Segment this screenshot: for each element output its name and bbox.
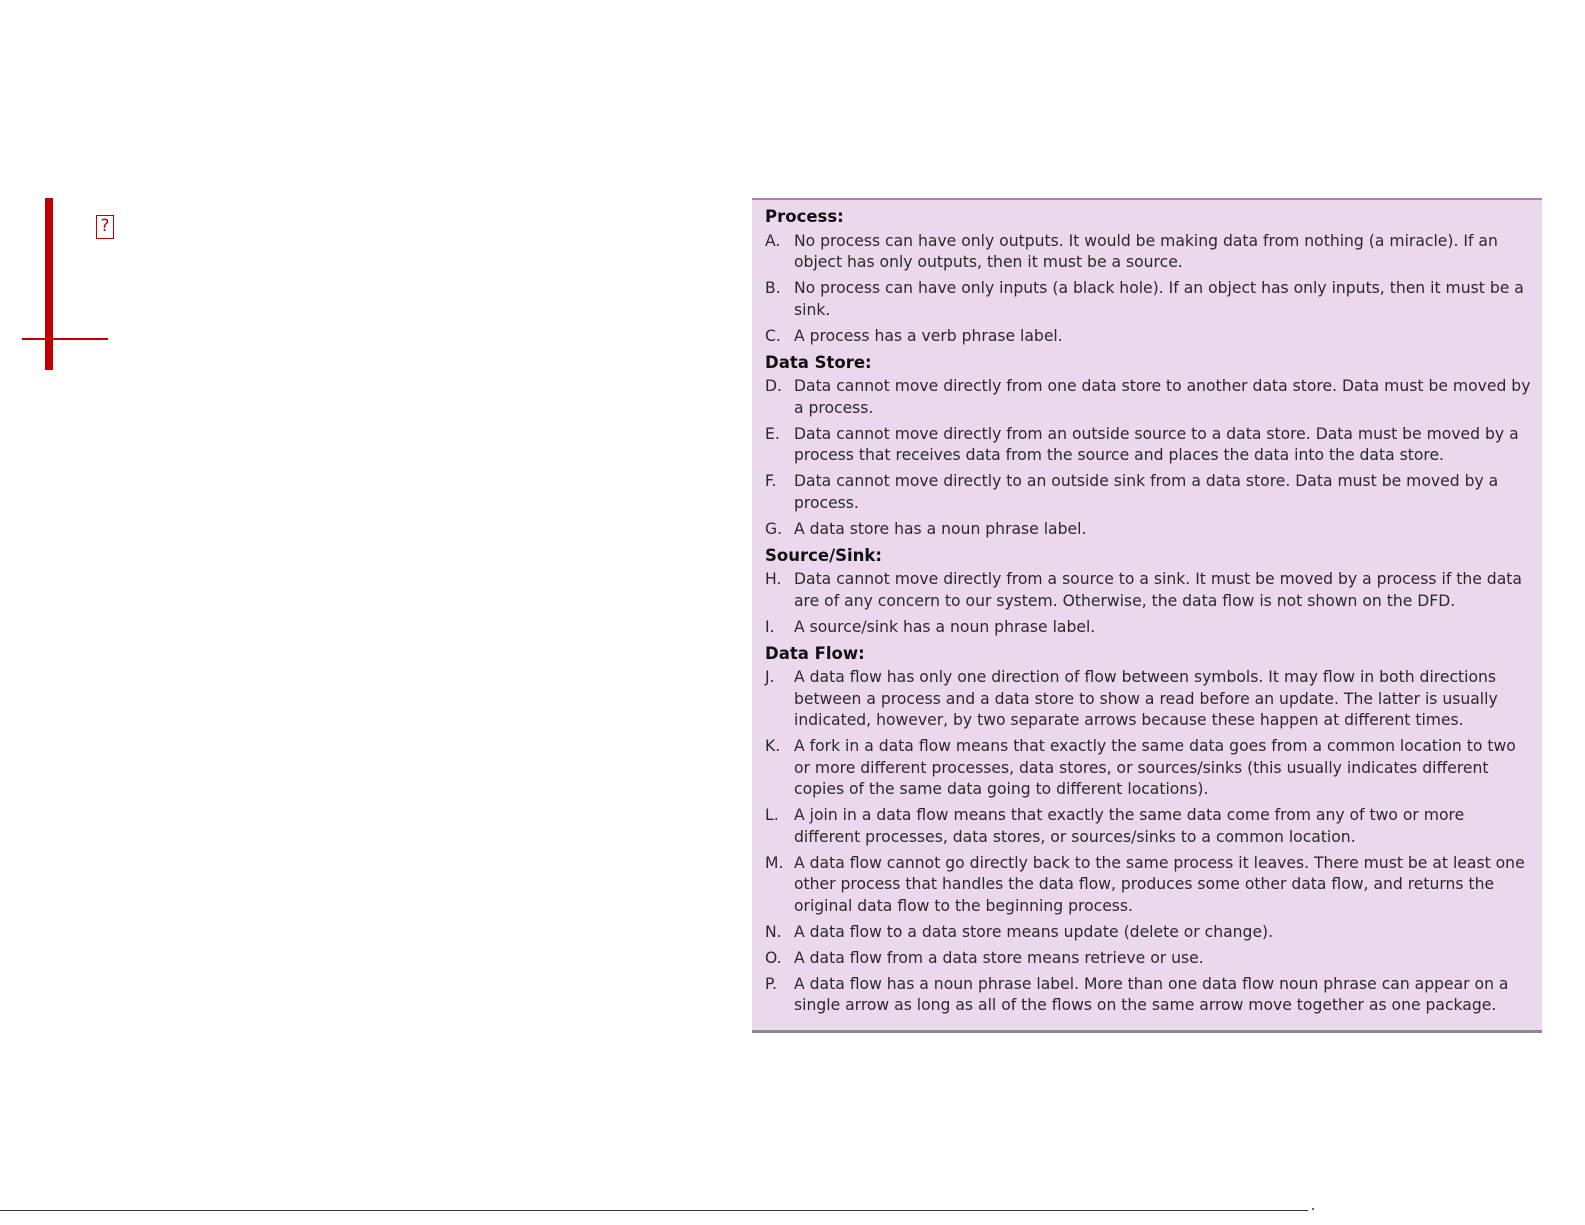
rule-item: [765, 853, 1532, 918]
rule-letter: M.: [765, 853, 784, 872]
rule-letter: C.: [765, 326, 781, 345]
rule-text: A data flow has a noun phrase label. More than one data flow noun phrase can appear on a single arrow as long as all of the flows on the same arrow move together as one package.: [794, 974, 1509, 1014]
rule-item: [765, 231, 1532, 274]
rule-item: [765, 974, 1532, 1017]
rule-text: A process has a verb phrase label.: [794, 326, 1063, 345]
rule-text: A source/sink has a noun phrase label.: [794, 617, 1096, 636]
rule-text: Data cannot move directly from an outside source to a data store. Data must be moved by a process that receives data from the source and places the data into the data store.: [794, 424, 1519, 464]
section-source-sink: [765, 545, 1532, 639]
rule-letter: N.: [765, 922, 782, 941]
rule-letter: H.: [765, 570, 782, 588]
rule-letter: A.: [765, 231, 781, 250]
section-title: Data Store:: [765, 352, 872, 372]
rule-text: No process can have only inputs (a black hole). If an object has only inputs, then it must be a sink.: [794, 279, 1524, 319]
section-title: Data Flow:: [765, 643, 865, 663]
rule-item: [765, 667, 1532, 732]
rule-letter: P.: [765, 974, 777, 993]
rule-item: [765, 519, 1532, 541]
rule-letter: J.: [765, 668, 775, 686]
accent-horizontal-rule: [22, 338, 108, 340]
rule-letter: D.: [765, 377, 782, 395]
rule-text: A data flow cannot go directly back to the same process it leaves. There must be at least one other process that handles the data flow, produces some other data flow, and returns the original data flow to the beginning process.: [794, 853, 1525, 915]
section-data-store: [765, 352, 1532, 541]
rule-item: [765, 326, 1532, 348]
rule-letter: E.: [765, 424, 780, 443]
section-process: [765, 206, 1532, 347]
rule-letter: K.: [765, 737, 781, 755]
rule-item: [765, 736, 1532, 801]
rule-item: [765, 278, 1532, 321]
rule-item: [765, 948, 1532, 970]
rule-item: [765, 424, 1532, 467]
rule-text: A join in a data flow means that exactly the same data come from any of two or more different processes, data stores, or sources/sinks to a common location.: [794, 806, 1465, 846]
section-title: Source/Sink:: [765, 545, 882, 565]
rule-text: Data cannot move directly from a source to a sink. It must be moved by a process if the data are of any concern to our system. Otherwise, the data flow is not shown on the DFD.: [794, 570, 1522, 610]
rule-item: [765, 922, 1532, 944]
dfd-rules-box: [752, 198, 1542, 1033]
section-title: Process:: [765, 207, 844, 226]
footer-mark: [1312, 1208, 1314, 1210]
rule-letter: I.: [765, 617, 775, 636]
rule-letter: L.: [765, 806, 779, 824]
rule-letter: B.: [765, 279, 781, 297]
rule-text: Data cannot move directly to an outside sink from a data store. Data must be moved by a process.: [794, 472, 1499, 512]
section-data-flow: [765, 643, 1532, 1017]
rule-item: [765, 805, 1532, 848]
rule-text: A data store has a noun phrase label.: [794, 519, 1087, 538]
rule-letter: F.: [765, 472, 777, 490]
rule-text: A data flow has only one direction of flow between symbols. It may flow in both directions between a process and a data store to show a read before an update. The latter is usually indicated, however, by two separate arrows because these happen at different times.: [794, 668, 1498, 729]
rule-letter: G.: [765, 519, 783, 538]
rule-item: [765, 617, 1532, 639]
rule-item: [765, 376, 1532, 419]
accent-vertical-bar: [45, 198, 53, 370]
rule-text: A data flow to a data store means update (delete or change).: [794, 922, 1274, 941]
rule-text: A data flow from a data store means retrieve or use.: [794, 948, 1204, 967]
footer-divider: [0, 1210, 1308, 1211]
rule-text: Data cannot move directly from one data store to another data store. Data must be moved by a process.: [794, 377, 1531, 417]
rule-letter: O.: [765, 948, 782, 967]
rule-item: [765, 471, 1532, 514]
rule-text: No process can have only outputs. It would be making data from nothing (a miracle). If an object has only outputs, then it must be a source.: [794, 231, 1498, 271]
rule-item: [765, 569, 1532, 612]
broken-image-icon: ?: [96, 215, 114, 239]
rule-text: A fork in a data flow means that exactly the same data goes from a common location to two or more different processes, data stores, or sources/sinks (this usually indicates different copies of the same data going to different locations).: [794, 737, 1516, 798]
